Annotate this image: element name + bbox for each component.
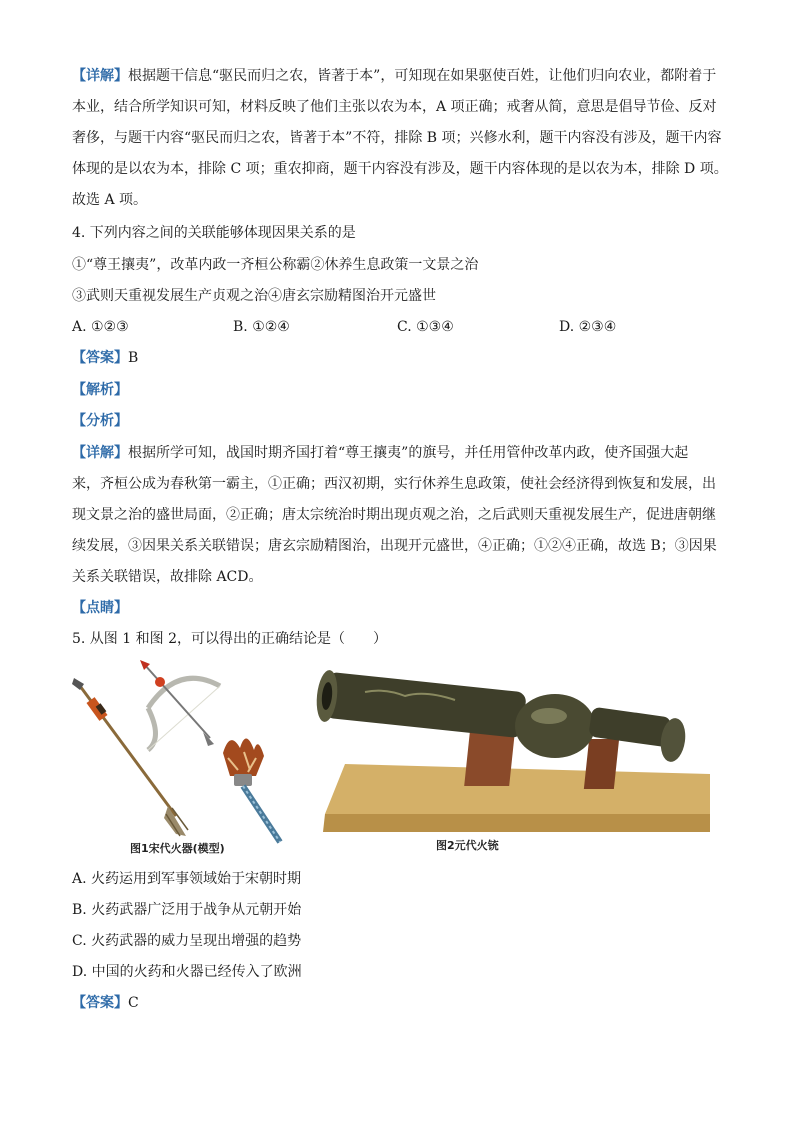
detail-tag: 【详解】 — [72, 445, 128, 461]
detail-paragraph-line: 现文景之治的盛世局面，②正确；唐太宗统治时期出现贞观之治，之后武则天重视发展生产，促进唐朝继 — [72, 507, 716, 523]
detail-paragraph-line: 【详解】根据题干信息“驱民而归之农，皆著于本”，可知现在如果驱使百姓，让他们归向农业，都附着于 — [72, 68, 717, 84]
fire-lance-icon — [223, 738, 280, 842]
option-c: C. 火药武器的威力呈现出增强的趋势 — [72, 933, 302, 949]
option-d: D. 中国的火药和火器已经传入了欧洲 — [72, 964, 302, 980]
crossbow-icon — [140, 660, 220, 750]
dianjing-tag: 【点睛】 — [72, 600, 128, 616]
option-a: A. 火药运用到军事领域始于宋朝时期 — [72, 871, 302, 887]
detail-paragraph-line: 关系关联错误，故排除 ACD。 — [72, 569, 263, 585]
answer-line — [72, 349, 138, 367]
figure-1-caption: 图1宋代火器(模型) — [130, 842, 225, 855]
answer-tag: 【答案】 — [72, 995, 128, 1011]
detail-paragraph-line: 本业，结合所学知识可知，材料反映了他们主张以农为本，A 项正确；戒奢从简，意思是倡导节俭、反对 — [72, 99, 717, 115]
detail-paragraph-line: 来，齐桓公成为春秋第一霸主，①正确；西汉初期，实行休养生息政策，使社会经济得到恢复和发展，出 — [72, 476, 716, 492]
detail-paragraph-line: 续发展，③因果关系关联错误；唐玄宗励精图治，出现开元盛世，④正确；①②④正确，故选 B；③因果 — [72, 538, 717, 554]
fenxi-tag: 【分析】 — [72, 413, 128, 429]
option-d: D. ②③④ — [559, 319, 617, 335]
detail-paragraph-line: 【详解】根据所学可知，战国时期齐国打着“尊王攘夷”的旗号，并任用管仲改革内政，使齐国强大起 — [72, 445, 689, 461]
fire-arrow-icon — [72, 678, 188, 836]
detail-tag: 【详解】 — [72, 68, 128, 84]
detail-paragraph-line: 故选 A 项。 — [72, 192, 148, 208]
answer-value: C — [128, 995, 139, 1011]
question-4-item-line: ①“尊王攘夷”，改革内政一齐桓公称霸②休养生息政策一文景之治 — [72, 257, 479, 273]
question-4-item-line: ③武则天重视发展生产贞观之治④唐玄宗励精图治开元盛世 — [72, 288, 436, 304]
figure-2-caption: 图2元代火铳 — [436, 839, 499, 852]
detail-paragraph-line: 奢侈，与题干内容“驱民而归之农，皆著于本”不符，排除 B 项；兴修水利，题干内容没有涉及，题干内容 — [72, 130, 722, 146]
answer-line — [72, 994, 139, 1012]
option-a: A. ①②③ — [72, 319, 129, 335]
option-c: C. ①③④ — [397, 319, 454, 335]
analysis-tag: 【解析】 — [72, 382, 128, 398]
question-4-stem: 4. 下列内容之间的关联能够体现因果关系的是 — [72, 225, 356, 241]
figure-2-yuan-cannon — [305, 664, 710, 834]
answer-tag: 【答案】 — [72, 350, 128, 366]
question-5-stem: 5. 从图 1 和图 2，可以得出的正确结论是（ ） — [72, 631, 387, 647]
option-b: B. ①②④ — [233, 319, 290, 335]
option-b: B. 火药武器广泛用于战争从元朝开始 — [72, 902, 302, 918]
answer-value: B — [128, 350, 139, 366]
detail-paragraph-line: 体现的是以农为本，排除 C 项；重农抑商，题干内容没有涉及，题干内容体现的是以农为本，排除 D 项。 — [72, 161, 728, 177]
figure-1-song-fire-weapons — [68, 658, 293, 848]
